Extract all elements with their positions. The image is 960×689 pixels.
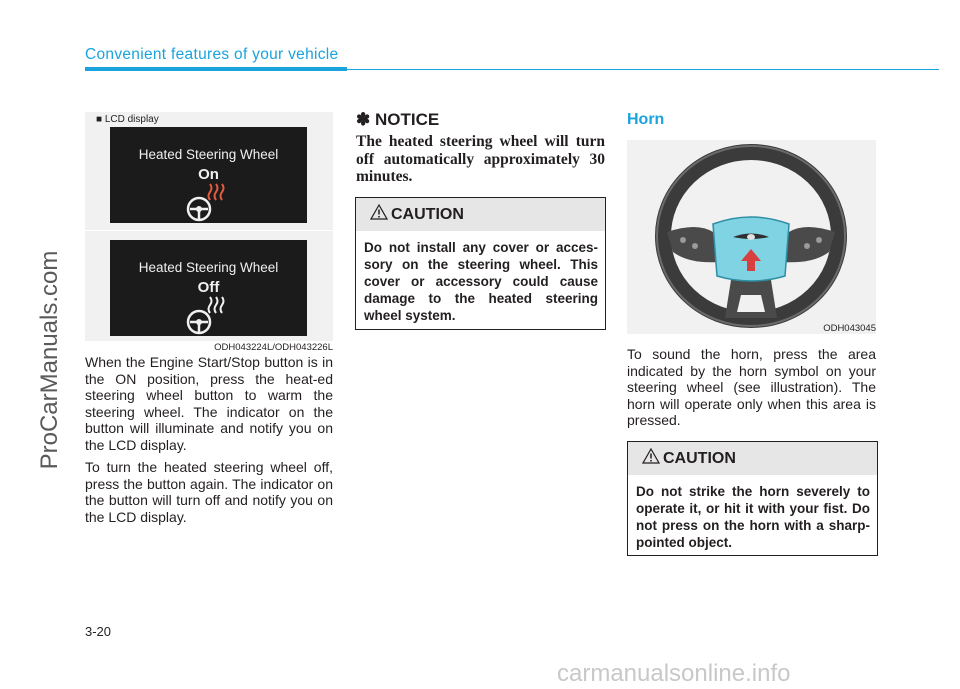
figure-code: ODH043224L/ODH043226L xyxy=(214,342,333,353)
lcd-state: On xyxy=(198,166,219,183)
heated-wheel-on-icon xyxy=(185,182,235,224)
caution-box-horn xyxy=(627,441,878,556)
bottom-watermark: carmanualsonline.info xyxy=(557,660,791,687)
caution-header xyxy=(356,198,605,231)
caution-title: CAUTION xyxy=(663,450,736,467)
section-title: Convenient features of your vehicle xyxy=(85,46,339,63)
horn-text xyxy=(627,346,876,429)
caution-title: CAUTION xyxy=(391,206,464,223)
header-rule-accent xyxy=(85,67,347,71)
lcd-title: Heated Steering Wheel xyxy=(138,147,279,162)
caution-header xyxy=(628,442,877,475)
warning-triangle-icon xyxy=(370,204,388,220)
header-rule xyxy=(347,69,939,70)
lcd-title: Heated Steering Wheel xyxy=(138,260,279,275)
paragraph-heated-off: To turn the heated steering wheel off, press the button again. The indicator on the button will turn off and notify you on the LCD display. xyxy=(85,459,333,525)
left-column-text xyxy=(85,354,333,525)
figure-caption: ■ LCD display xyxy=(96,114,159,125)
figure-code: ODH043045 xyxy=(823,323,876,334)
figure-divider xyxy=(85,230,333,231)
caution-body: Do not install any cover or acces-sory on the steering wheel. This cover or accessory could cause damage to the heated steering wheel system. xyxy=(364,240,598,323)
caution-body: Do not strike the horn severely to operate it, or hit it with your fist. Do not press on the horn with a sharp-pointed object. xyxy=(636,484,870,550)
side-watermark: ProCarManuals.com xyxy=(36,250,63,470)
caution-box-cover xyxy=(355,197,606,330)
lcd-screen-off xyxy=(110,240,307,336)
steering-wheel-image xyxy=(627,140,876,334)
notice-title: ✽ NOTICE xyxy=(356,110,440,129)
horn-title: Horn xyxy=(627,111,665,128)
steering-wheel-figure xyxy=(627,140,876,334)
page-number: 3-20 xyxy=(85,624,112,639)
lcd-state: Off xyxy=(197,279,220,296)
paragraph-horn: To sound the horn, press the area indicated by the horn symbol on your steering wheel (see illustration). The horn will operate only when this area is pressed. xyxy=(627,346,876,428)
heated-wheel-off-icon xyxy=(185,295,235,337)
warning-triangle-icon xyxy=(642,448,660,464)
lcd-screen-on xyxy=(110,127,307,223)
paragraph-heated-on: When the Engine Start/Stop button is in the ON position, press the heat-ed steering wheel button to warm the steering wheel. The indicator on the button will illuminate and notify you on the LCD display. xyxy=(85,354,333,453)
notice-body: The heated steering wheel will turn off automatically approximately 30 minutes. xyxy=(356,133,605,185)
